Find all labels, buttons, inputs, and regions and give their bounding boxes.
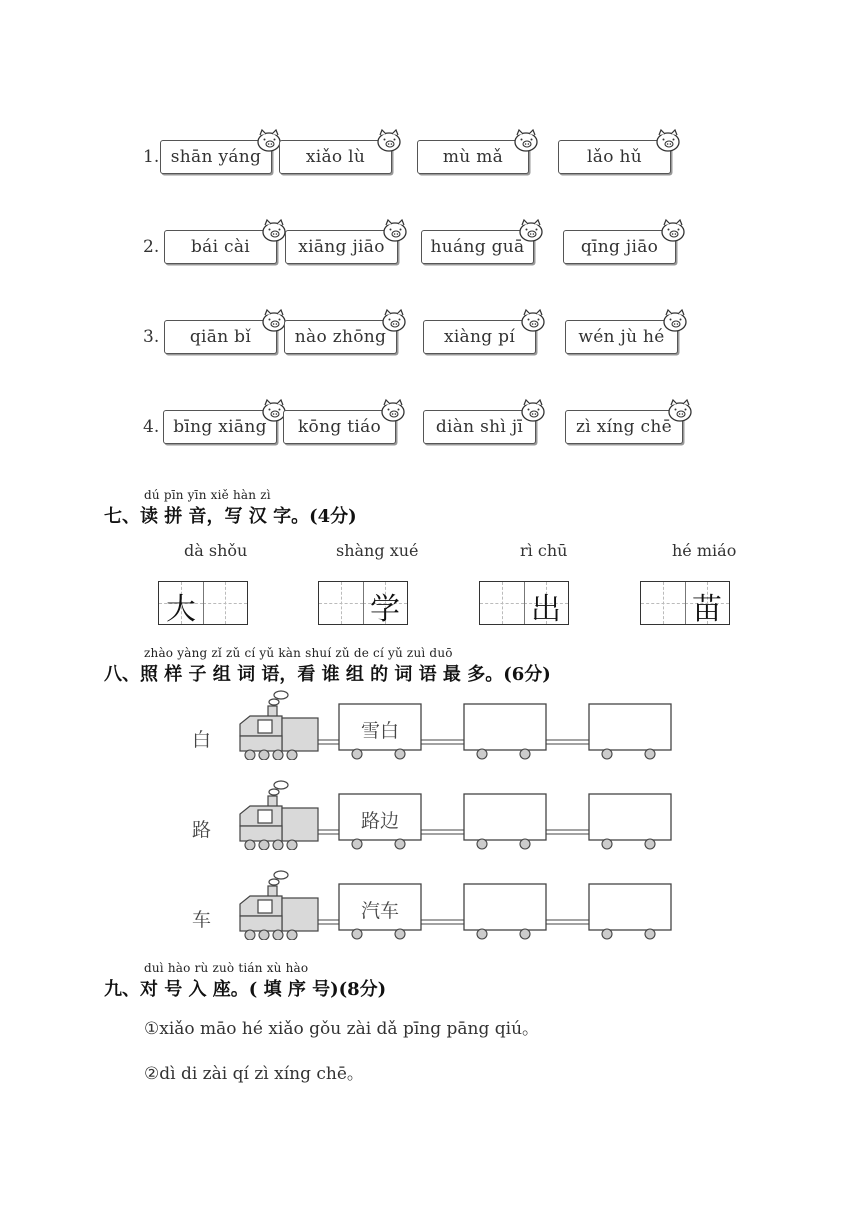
pinyin-word: wén jù hé — [578, 327, 665, 347]
section7-pinyin-label: dà shǒu — [184, 541, 248, 560]
pinyin-card — [283, 410, 396, 444]
given-character: 学 — [370, 592, 400, 627]
pinyin-card — [565, 410, 683, 444]
pig-icon — [519, 397, 547, 423]
tianzi-grid[interactable] — [479, 581, 569, 625]
pig-icon — [379, 397, 407, 423]
pinyin-card — [417, 140, 529, 174]
pinyin-word: nào zhōng — [294, 327, 387, 347]
pinyin-word: xiāng jiāo — [298, 237, 385, 257]
pinyin-word: xiàng pí — [443, 327, 516, 347]
pig-icon — [659, 217, 687, 243]
section8-pinyin: zhào yàng zǐ zǔ cí yǔ kàn shuí zǔ de cí yǔ zuì duō — [144, 646, 453, 660]
section7-title: 七、读 拼 音，写 汉 字。(4分) — [104, 506, 357, 527]
pinyin-card — [279, 140, 392, 174]
train-label: 车 — [192, 909, 212, 931]
answer-wagon[interactable] — [464, 704, 546, 750]
section7-pinyin: dú pīn yīn xiě hàn zì — [144, 488, 271, 502]
pinyin-word: huáng guā — [430, 237, 525, 257]
pinyin-card — [285, 230, 398, 264]
pig-icon — [381, 217, 409, 243]
section8-title: 八、照 样 子 组 词 语，看 谁 组 的 词 语 最 多。(6分) — [104, 664, 551, 685]
row-number: 3. — [143, 327, 160, 347]
pig-icon — [512, 127, 540, 153]
pinyin-word: shān yáng — [170, 147, 262, 167]
pinyin-card — [421, 230, 534, 264]
pinyin-sentence: ①xiǎo māo hé xiǎo gǒu zài dǎ pīng pāng qiú。 — [144, 1019, 540, 1039]
pinyin-card — [284, 320, 397, 354]
pig-icon — [380, 307, 408, 333]
pig-icon — [517, 217, 545, 243]
row-number: 4. — [143, 417, 160, 437]
pinyin-word: bīng xiāng — [173, 417, 267, 437]
pig-icon — [519, 307, 547, 333]
section9-title: 九、对 号 入 座。( 填 序 号)(8分) — [104, 979, 387, 1000]
section7-pinyin-label: shàng xué — [336, 541, 419, 560]
given-character: 苗 — [692, 592, 722, 627]
pig-icon — [375, 127, 403, 153]
answer-wagon[interactable] — [589, 884, 671, 930]
pinyin-word: zì xíng chē — [576, 417, 672, 437]
pinyin-word: bái cài — [190, 237, 251, 257]
example-word: 路边 — [360, 810, 399, 832]
pinyin-word: diàn shì jī — [435, 417, 524, 437]
pinyin-card — [164, 230, 277, 264]
section7-pinyin-label: rì chū — [520, 541, 568, 560]
given-character: 出 — [531, 592, 561, 627]
pinyin-card — [558, 140, 671, 174]
train-label: 白 — [192, 729, 212, 751]
pinyin-sentence: ②dì di zài qí zì xíng chē。 — [144, 1064, 364, 1084]
pinyin-word: mù mǎ — [442, 147, 504, 167]
pinyin-card — [160, 140, 272, 174]
example-word: 汽车 — [360, 900, 399, 922]
train-label: 路 — [192, 819, 212, 841]
section9-pinyin: duì hào rù zuò tián xù hào — [144, 961, 309, 975]
pig-icon — [666, 397, 694, 423]
answer-wagon[interactable] — [589, 704, 671, 750]
pinyin-card — [164, 320, 277, 354]
row-number: 2. — [143, 237, 160, 257]
pinyin-card — [565, 320, 678, 354]
pig-icon — [654, 127, 682, 153]
answer-wagon[interactable] — [589, 794, 671, 840]
pinyin-card — [423, 410, 536, 444]
pinyin-word: qīng jiāo — [580, 237, 659, 257]
answer-wagon[interactable] — [464, 794, 546, 840]
pinyin-word: lǎo hǔ — [587, 147, 642, 167]
pinyin-word: kōng tiáo — [297, 417, 382, 437]
given-character: 大 — [166, 592, 196, 627]
pinyin-card — [423, 320, 536, 354]
pinyin-word: xiǎo lù — [305, 147, 366, 167]
row-number: 1. — [143, 147, 160, 167]
section7-pinyin-label: hé miáo — [672, 541, 737, 560]
pinyin-card — [563, 230, 676, 264]
tianzi-grid[interactable] — [318, 581, 408, 625]
pinyin-card — [163, 410, 277, 444]
pig-icon — [661, 307, 689, 333]
tianzi-grid[interactable] — [158, 581, 248, 625]
pinyin-word: qiān bǐ — [189, 327, 252, 347]
answer-wagon[interactable] — [464, 884, 546, 930]
example-word: 雪白 — [360, 720, 399, 742]
pig-icon — [260, 217, 288, 243]
tianzi-grid[interactable] — [640, 581, 730, 625]
